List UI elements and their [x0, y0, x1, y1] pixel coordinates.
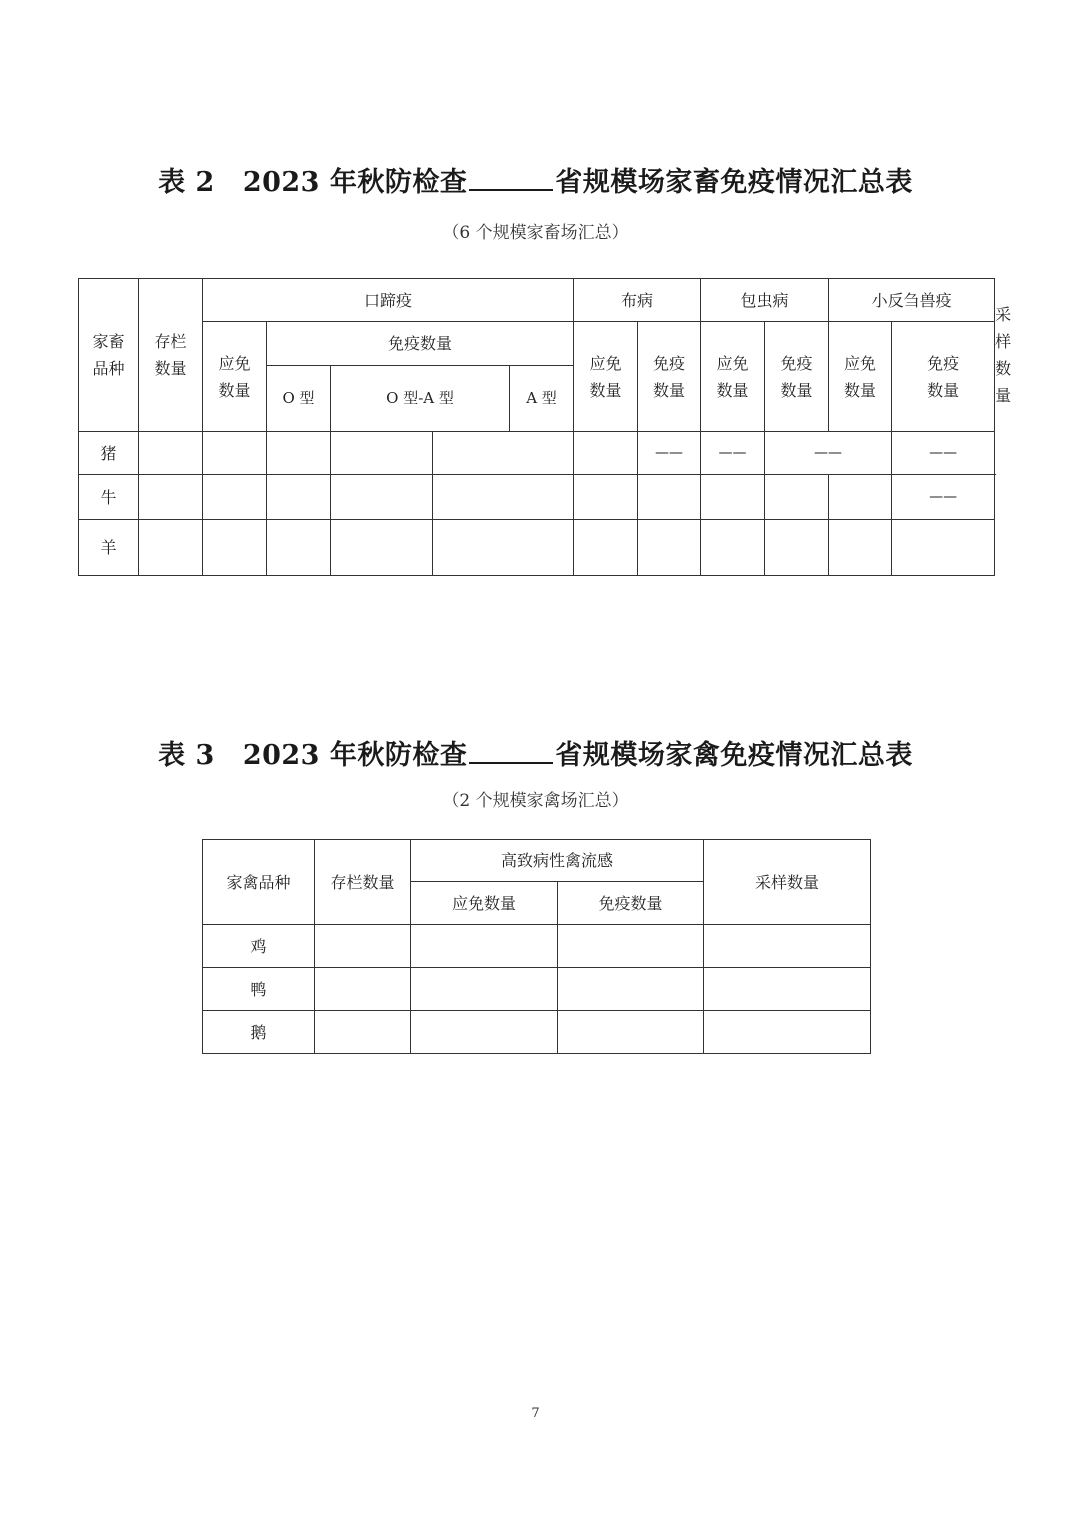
header-echi-should-vaccinate: 应免 数量 [701, 322, 765, 432]
empty-cell [411, 1011, 558, 1054]
empty-cell [574, 432, 638, 475]
empty-cell [411, 925, 558, 968]
header-bru-vaccinated: 免疫 数量 [638, 322, 701, 432]
table2-title [0, 160, 1071, 199]
header-vaccinated: 免疫数量 [558, 882, 704, 925]
poultry-immunization-table [202, 839, 871, 1054]
empty-cell [331, 432, 433, 475]
empty-cell [411, 968, 558, 1011]
header-type-a: A 型 [510, 366, 574, 432]
header-echi-vaccinated: 免疫 数量 [765, 322, 829, 432]
empty-cell [267, 520, 331, 576]
empty-cell [558, 925, 704, 968]
row-species-cattle: 牛 [79, 475, 139, 520]
table3-title-prefix: 表 3 [158, 740, 215, 771]
empty-cell [701, 520, 765, 576]
empty-cell [829, 520, 892, 576]
empty-cell [829, 475, 892, 520]
table2-title-suffix: 省规模场家畜免疫情况汇总表 [555, 167, 913, 198]
empty-cell [203, 520, 267, 576]
page-number: 7 [531, 1406, 540, 1421]
row-species-chicken: 鸡 [203, 925, 315, 968]
header-bru-should-vaccinate: 应免 数量 [574, 322, 638, 432]
empty-cell [558, 1011, 704, 1054]
dash-cell: —— [701, 432, 765, 475]
row-species-pig: 猪 [79, 432, 139, 475]
header-brucellosis: 布病 [574, 279, 701, 322]
header-species: 家禽品种 [203, 840, 315, 925]
empty-cell [574, 520, 638, 576]
empty-cell [701, 475, 765, 520]
table2-title-year: 2023 年秋防检查 [242, 167, 468, 198]
table2-subtitle: （6 个规模家畜场汇总） [442, 223, 629, 243]
header-species: 家畜 品种 [79, 279, 139, 432]
province-blank [469, 165, 553, 191]
empty-cell [765, 520, 829, 576]
empty-cell [267, 475, 331, 520]
header-fmd: 口蹄疫 [203, 279, 574, 322]
header-stock: 存栏数量 [315, 840, 411, 925]
dash-cell: —— [638, 432, 701, 475]
empty-cell [315, 968, 411, 1011]
row-species-duck: 鸭 [203, 968, 315, 1011]
header-fmd-should-vaccinate: 应免 数量 [203, 322, 267, 432]
header-echinococcosis: 包虫病 [701, 279, 829, 322]
empty-cell [433, 520, 574, 576]
table3-subtitle: （2 个规模家禽场汇总） [442, 791, 629, 811]
header-ppr-should-vaccinate: 应免 数量 [829, 322, 892, 432]
header-type-o: O 型 [267, 366, 331, 432]
empty-cell [315, 1011, 411, 1054]
header-ppr: 小反刍兽疫 [829, 279, 995, 322]
empty-cell [638, 520, 701, 576]
empty-cell [892, 520, 995, 576]
empty-cell [574, 475, 638, 520]
header-stock: 存栏 数量 [139, 279, 203, 432]
empty-cell [203, 475, 267, 520]
header-type-oa: O 型-A 型 [331, 366, 510, 432]
table3-title [0, 733, 1071, 772]
empty-cell [704, 1011, 871, 1054]
empty-cell [433, 475, 574, 520]
dash-cell: —— [765, 432, 892, 475]
empty-cell [765, 475, 829, 520]
table3-title-year: 2023 年秋防检查 [242, 740, 468, 771]
table2-title-prefix: 表 2 [158, 167, 215, 198]
empty-cell [267, 432, 331, 475]
empty-cell [558, 968, 704, 1011]
table3-title-suffix: 省规模场家禽免疫情况汇总表 [555, 740, 913, 771]
dash-cell: —— [892, 475, 995, 520]
header-should-vaccinate: 应免数量 [411, 882, 558, 925]
row-species-sheep: 羊 [79, 520, 139, 576]
livestock-immunization-table: 家畜 品种 存栏 数量 口蹄疫 布病 包虫病 小反刍兽疫 采样数量 应免 数量 免疫数量 应免 数量 免疫 数量 应免 数量 免疫 数量 应免 数量 免疫 数量 O 型 O 型-A 型 A 型 猪 —— —— —— —— 牛 —— 羊 [78, 278, 995, 576]
empty-cell [203, 432, 267, 475]
province-blank [469, 738, 553, 764]
empty-cell [139, 432, 203, 475]
empty-cell [139, 475, 203, 520]
empty-cell [638, 475, 701, 520]
empty-cell [704, 968, 871, 1011]
empty-cell [139, 520, 203, 576]
header-ppr-vaccinated: 免疫 数量 [892, 322, 995, 432]
dash-cell: —— [892, 432, 995, 475]
row-species-goose: 鹅 [203, 1011, 315, 1054]
empty-cell [331, 520, 433, 576]
empty-cell [704, 925, 871, 968]
header-hpai: 高致病性禽流感 [411, 840, 704, 882]
empty-cell [433, 432, 574, 475]
empty-cell [331, 475, 433, 520]
header-sampling: 采样数量 [704, 840, 871, 925]
header-fmd-vaccinated: 免疫数量 [267, 322, 574, 366]
empty-cell [315, 925, 411, 968]
